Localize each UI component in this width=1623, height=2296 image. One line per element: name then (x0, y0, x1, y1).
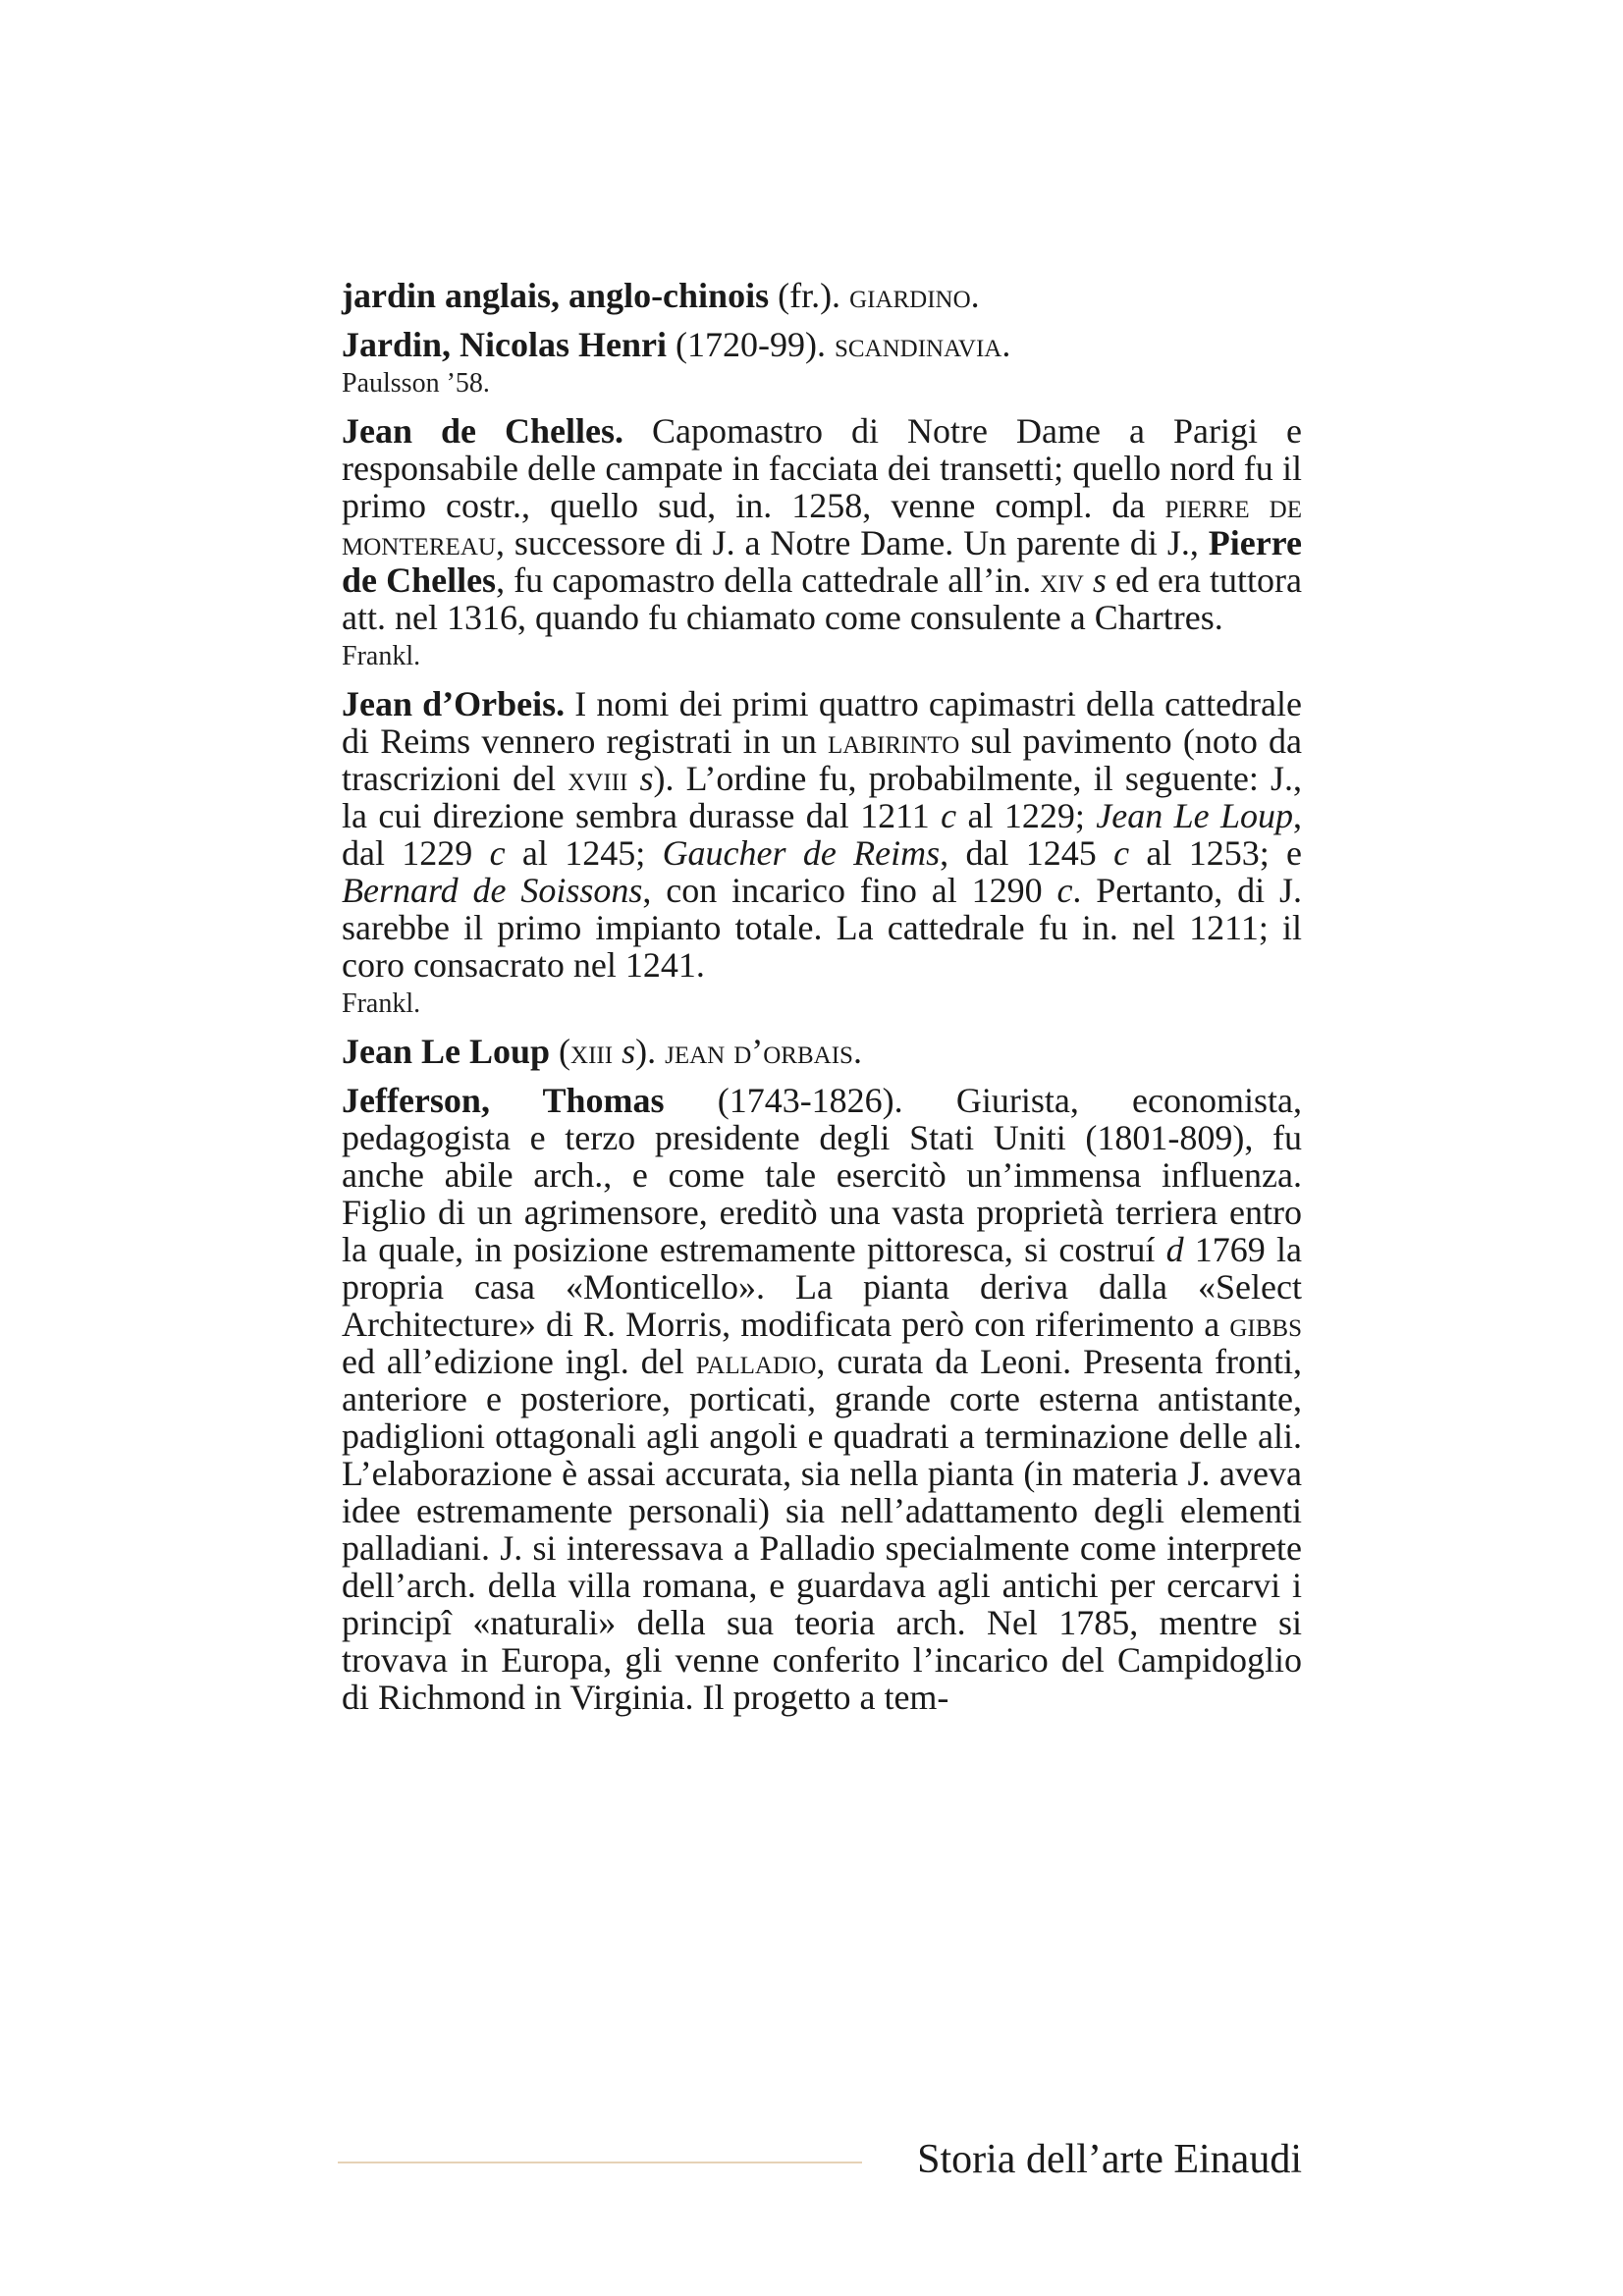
entry-jardin-nicolas-henri: Jardin, Nicolas Henri (1720-99). scandinavia. (342, 325, 1011, 364)
cross-reference: scandinavia (834, 325, 1002, 364)
entry-headword: Jefferson, Thomas (342, 1081, 665, 1120)
cross-reference: gibbs (1229, 1305, 1302, 1344)
bibliography-reference: Paulsson ’58. (342, 368, 490, 399)
entry-headword: Jean Le Loup (342, 1032, 551, 1071)
century-numeral: xiii (570, 1032, 614, 1071)
entry-jean-le-loup: Jean Le Loup (xiii s). jean d’orbais. (342, 1032, 862, 1071)
cross-reference: jean d’orbais (665, 1032, 853, 1071)
footer-title: Storia dell’arte Einaudi (917, 2137, 1302, 2182)
entry-headword: Jardin, Nicolas Henri (342, 325, 667, 364)
page-footer (338, 2132, 1302, 2191)
related-name: Pierre de Chelles (342, 523, 1302, 600)
entry-headword: Jean d’Orbeis. (342, 684, 566, 723)
century-numeral: xviii (568, 759, 628, 798)
cross-reference: pierre de montereau (342, 486, 1302, 562)
entry-jefferson-thomas: Jefferson, Thomas (1743-1826). Giurista, economista, pedagogista e terzo presidente degli Stati Uniti (1801-809), fu anche abile arch., e come tale esercitò un’immensa influenza. Figlio di un agrimensore, ereditò una vasta proprietà terriera entro la quale, in posizione estremamente pittoresca, si costruí d 1769 la propria casa «Monticello». La pianta deriva dalla «Select Architecture» di R. Morris, modificata però con riferimento a gibbs ed all’edizione ingl. del palladio, curata da Leoni. Presenta fronti, anteriore e posteriore, porticati, grande corte esterna antistante, padiglioni ottagonali agli angoli e quadrati a terminazione delle ali. L’elaborazione è assai accurata, sia nella pianta (in materia J. aveva idee estremamente personali) sia nell’adattamento degli elementi palladiani. J. si interessava a Palladio specialmente come interprete dell’arch. della villa romana, e guardava agli antichi per cercarvi i principî «naturali» della sua teoria arch. Nel 1785, mentre si trovava in Europa, gli venne conferito l’incarico del Campidoglio di Richmond in Virginia. Il progetto a tem- (342, 1081, 1303, 1717)
entry-jean-de-chelles: Jean de Chelles. Capomastro di Notre Dame a Parigi e responsabile delle campate in facciata dei transetti; quello nord fu il primo costr., quello sud, in. 1258, venne compl. da pierre de montereau, successore di J. a Notre Dame. Un parente di J., Pierre de Chelles, fu capomastro della cattedrale all’in. xiv s ed era tuttora att. nel 1316, quando fu chiamato come consulente a Chartres. (342, 411, 1302, 637)
bibliography-reference: Frankl. (342, 641, 421, 671)
entry-jean-d-orbeis: Jean d’Orbeis. I nomi dei primi quattro capimastri della cattedrale di Reims vennero registrati in un labirinto sul pavimento (noto da trascrizioni del xviii s). L’ordine fu, probabilmente, il seguente: J., la cui direzione sembra durasse dal 1211 c al 1229; Jean Le Loup, dal 1229 c al 1245; Gaucher de Reims, dal 1245 c al 1253; e Bernard de Soissons, con incarico fino al 1290 c. Pertanto, di J. sarebbe il primo impianto totale. La cattedrale fu in. nel 1211; il coro consacrato nel 1241. (342, 684, 1303, 985)
entry-headword: Jean de Chelles. (342, 411, 624, 451)
dictionary-page (342, 277, 1302, 1728)
cross-reference: giardino (849, 276, 971, 315)
entry-headword: jardin anglais, anglo-chinois (342, 276, 770, 315)
footer-rule (338, 2162, 862, 2163)
cross-reference: labirinto (828, 721, 960, 761)
century-numeral: xiv (1040, 561, 1084, 600)
cross-reference: palladio (695, 1342, 817, 1381)
bibliography-reference: Frankl. (342, 988, 421, 1019)
entry-jardin-anglais: jardin anglais, anglo-chinois (fr.). giardino. (342, 276, 980, 315)
